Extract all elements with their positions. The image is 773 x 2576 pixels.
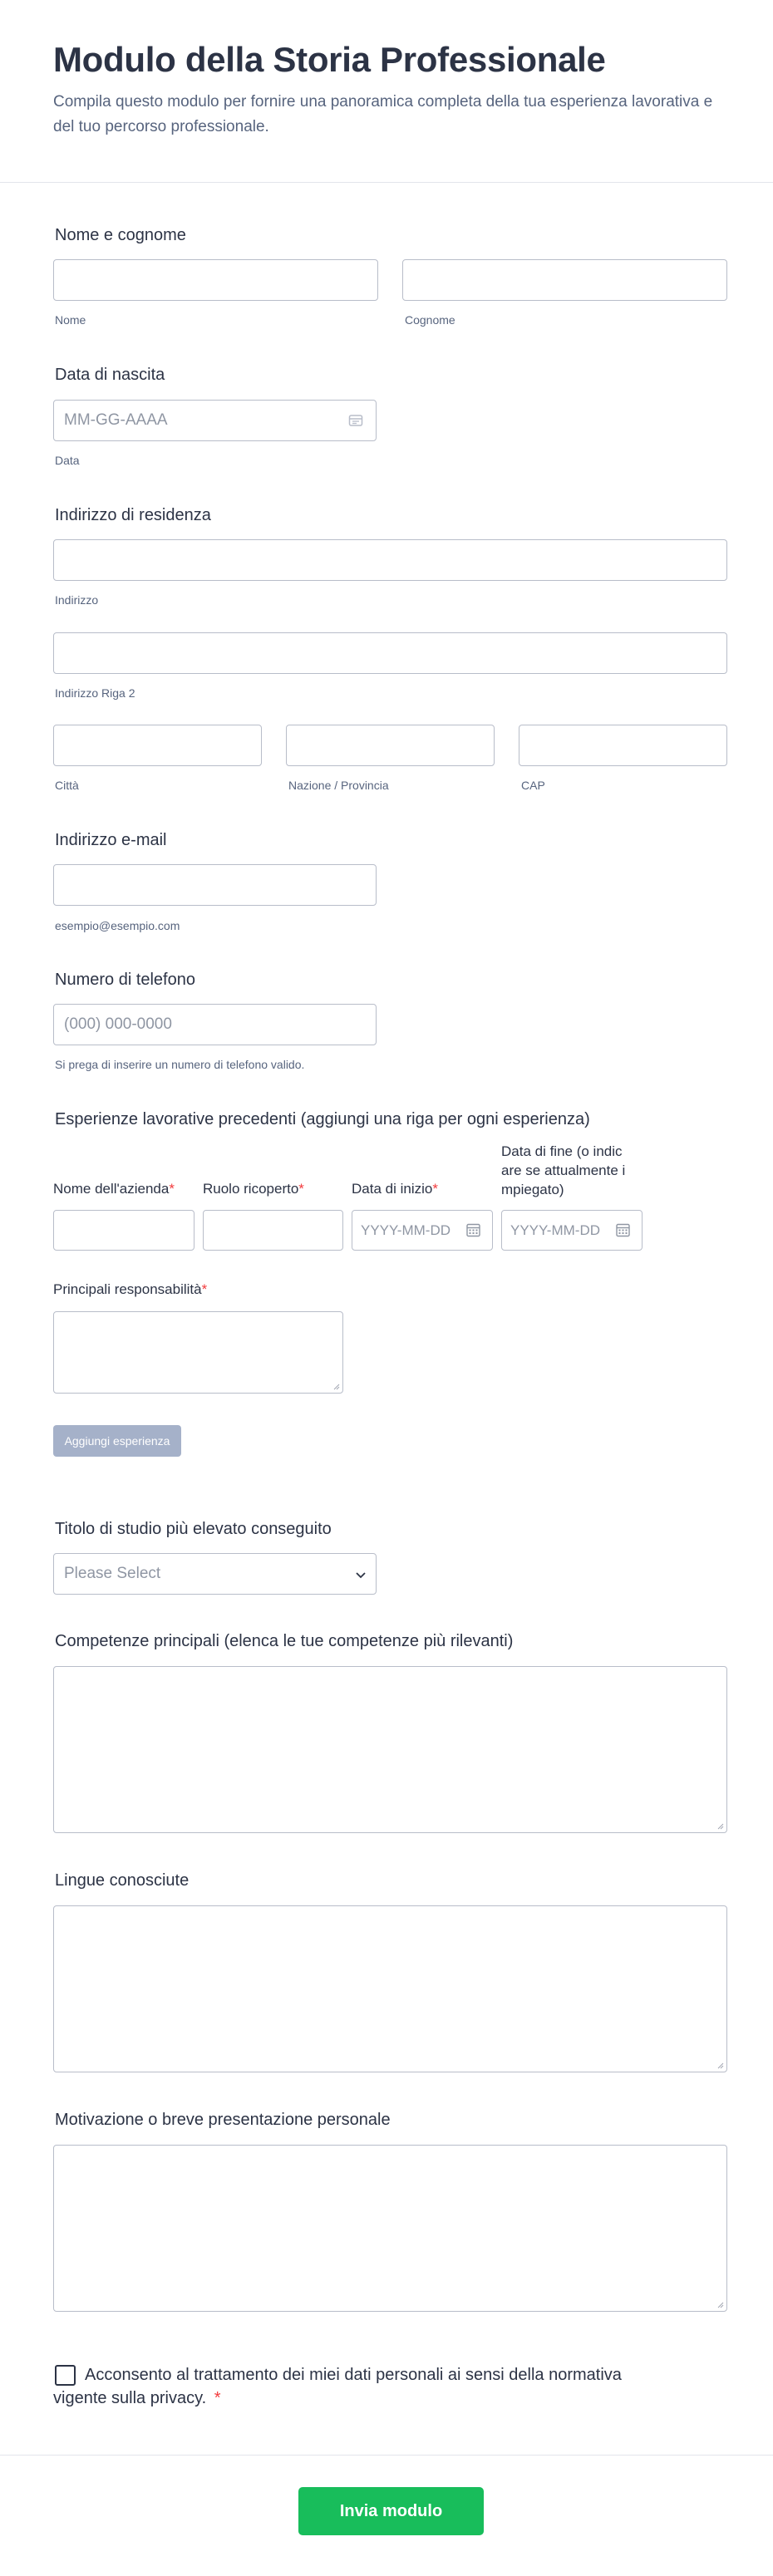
- languages-textarea-wrap: [53, 1905, 727, 2072]
- header-divider: [0, 182, 773, 183]
- skills-textarea-wrap: [53, 1666, 727, 1833]
- resize-grip-icon[interactable]: [716, 1821, 724, 1830]
- resize-grip-icon[interactable]: [716, 2300, 724, 2308]
- address-line2-input[interactable]: [53, 632, 727, 674]
- address-line1-sublabel: Indirizzo: [55, 593, 99, 607]
- languages-textarea[interactable]: [53, 1905, 727, 2072]
- zip-input[interactable]: [519, 725, 727, 766]
- page-title: Modulo della Storia Professionale: [53, 40, 606, 79]
- calendar-icon[interactable]: [616, 1223, 630, 1237]
- chevron-down-icon: [355, 1569, 367, 1577]
- motivation-label: Motivazione o breve presentazione personale: [55, 2111, 391, 2129]
- company-input[interactable]: [53, 1210, 194, 1251]
- email-label: Indirizzo e-mail: [55, 831, 167, 849]
- birth-date-sublabel: Data: [55, 454, 80, 467]
- languages-label: Lingue conosciute: [55, 1871, 190, 1890]
- phone-input[interactable]: [53, 1004, 377, 1045]
- state-sublabel: Nazione / Provincia: [288, 779, 389, 792]
- city-sublabel: Città: [55, 779, 79, 792]
- skills-label: Competenze principali (elenca le tue competenze più rilevanti): [55, 1632, 514, 1650]
- col-role-label: Ruolo ricoperto*: [203, 1181, 304, 1197]
- email-sublabel: esempio@esempio.com: [55, 919, 180, 932]
- birth-date-label: Data di nascita: [55, 366, 165, 384]
- col-end-label: Data di fine (o indic are se attualmente i mpiegato): [501, 1143, 626, 1197]
- education-select-value: Please Select: [64, 1565, 161, 1582]
- responsibilities-label: Principali responsabilità*: [53, 1281, 208, 1297]
- submit-button[interactable]: Invia modulo: [298, 2487, 484, 2535]
- experience-label: Esperienze lavorative precedenti (aggiungi una riga per ogni esperienza): [55, 1110, 590, 1128]
- state-input[interactable]: [286, 725, 495, 766]
- calendar-icon[interactable]: [348, 413, 363, 428]
- resize-grip-icon[interactable]: [332, 1382, 340, 1390]
- city-input[interactable]: [53, 725, 262, 766]
- motivation-textarea[interactable]: [53, 2145, 727, 2312]
- name-label: Nome e cognome: [55, 226, 186, 244]
- address-line1-input[interactable]: [53, 539, 727, 581]
- address-line2-sublabel: Indirizzo Riga 2: [55, 686, 135, 700]
- consent-text: Acconsento al trattamento dei miei dati personali ai sensi della normativa vigente sulla privacy. *: [53, 2366, 622, 2407]
- birth-date-input[interactable]: [53, 400, 377, 441]
- education-label: Titolo di studio più elevato conseguito: [55, 1520, 332, 1538]
- education-select[interactable]: [53, 1553, 377, 1595]
- skills-textarea[interactable]: [53, 1666, 727, 1833]
- phone-sublabel: Si prega di inserire un numero di telefono valido.: [55, 1058, 305, 1071]
- footer-divider: [0, 2455, 773, 2456]
- add-experience-button[interactable]: Aggiungi esperienza: [53, 1425, 181, 1457]
- col-start-label: Data di inizio*: [352, 1181, 438, 1197]
- email-input[interactable]: [53, 864, 377, 906]
- calendar-icon[interactable]: [466, 1223, 480, 1237]
- responsibilities-textarea[interactable]: [53, 1311, 343, 1394]
- last-name-sublabel: Cognome: [405, 313, 455, 327]
- first-name-input[interactable]: [53, 259, 378, 301]
- col-company-label: Nome dell'azienda*: [53, 1181, 175, 1197]
- role-input[interactable]: [203, 1210, 343, 1251]
- address-label: Indirizzo di residenza: [55, 506, 211, 524]
- resize-grip-icon[interactable]: [716, 2061, 724, 2069]
- motivation-textarea-wrap: [53, 2145, 727, 2312]
- phone-label: Numero di telefono: [55, 971, 195, 989]
- zip-sublabel: CAP: [521, 779, 545, 792]
- responsibilities-textarea-wrap: [53, 1311, 343, 1394]
- first-name-sublabel: Nome: [55, 313, 86, 327]
- page-description: Compila questo modulo per fornire una panoramica completa della tua esperienza lavorativa e del tuo percorso professionale.: [53, 93, 713, 135]
- last-name-input[interactable]: [402, 259, 727, 301]
